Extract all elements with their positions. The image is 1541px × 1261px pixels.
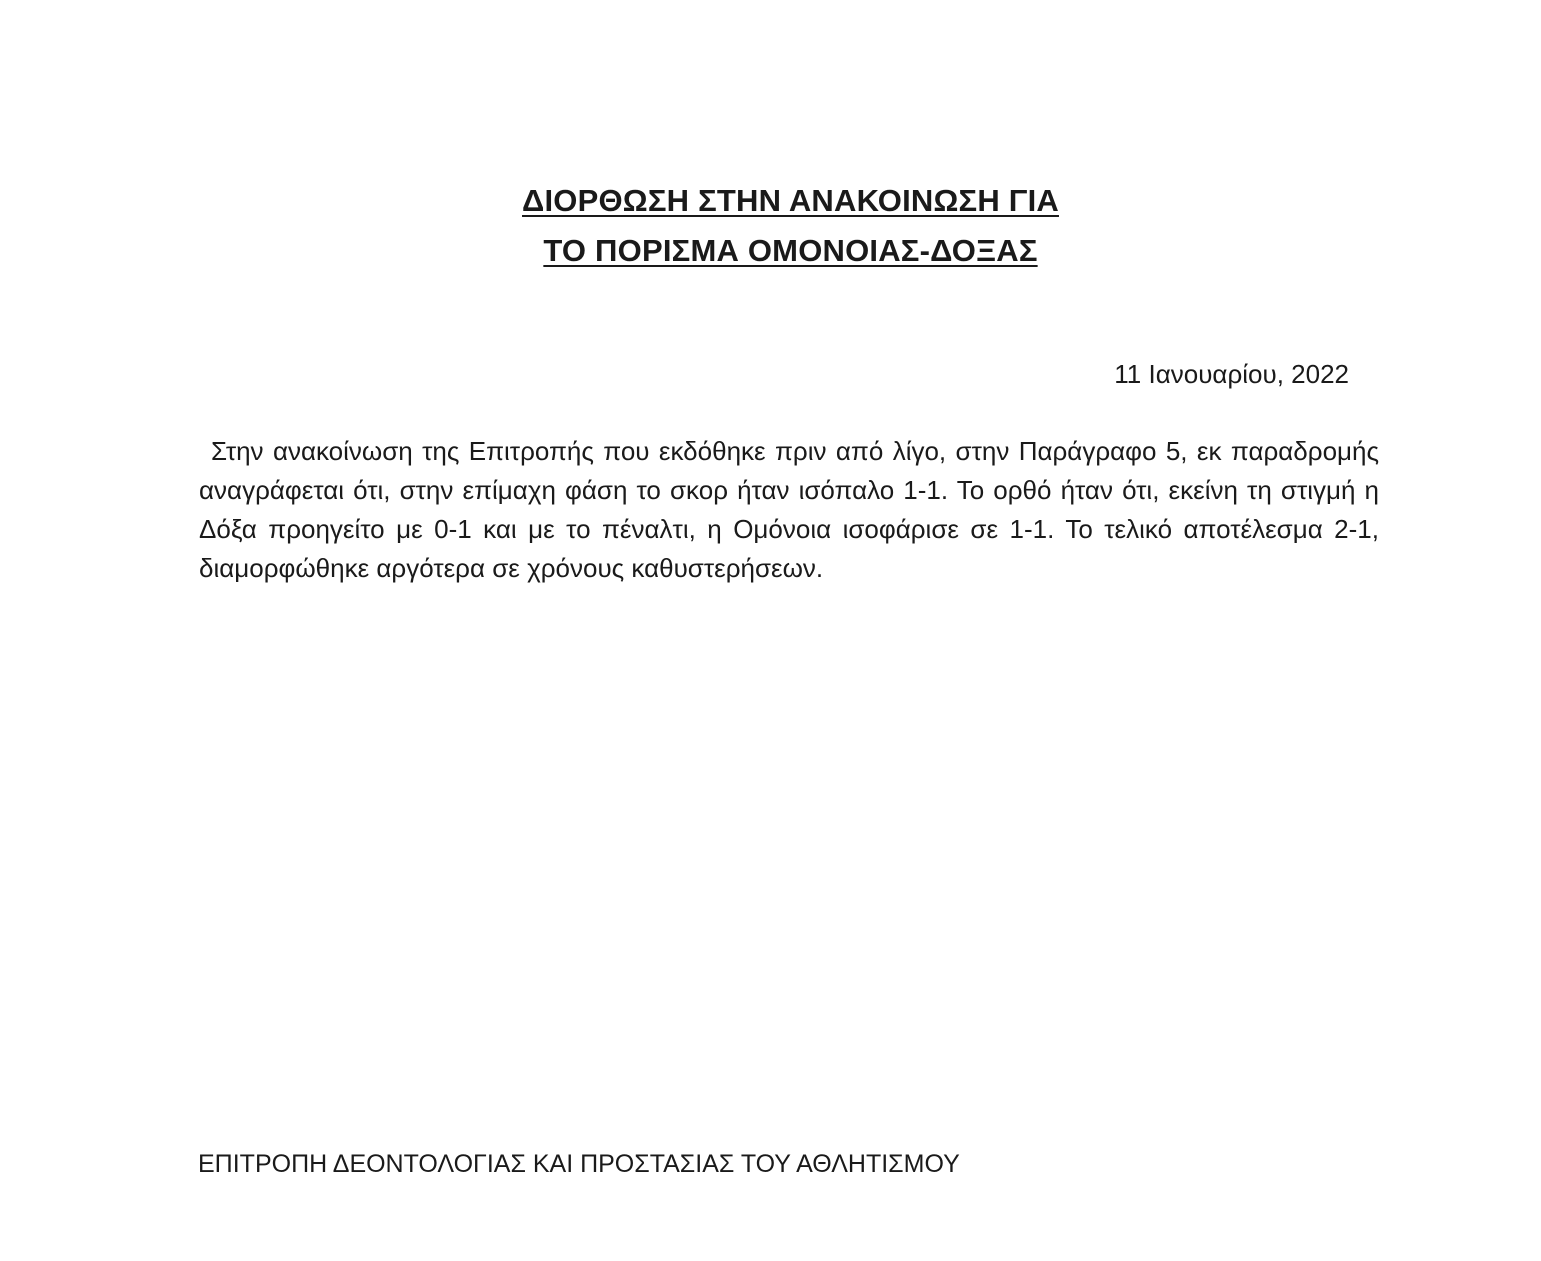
title-line-2: ΤΟ ΠΟΡΙΣΜΑ ΟΜΟΝΟΙΑΣ-ΔΟΞΑΣ xyxy=(543,233,1038,268)
document-title xyxy=(0,176,1541,276)
title-line-1: ΔΙΟΡΘΩΣΗ ΣΤΗΝ ΑΝΑΚΟΙΝΩΣΗ ΓΙΑ xyxy=(522,183,1059,218)
body-paragraph: Στην ανακοίνωση της Επιτροπής που εκδόθηκε πριν από λίγο, στην Παράγραφο 5, εκ παραδρομής αναγράφεται ότι, στην επίμαχη φάση το σκορ ήταν ισόπαλο 1-1. Το ορθό ήταν ότι, εκείνη τη στιγμή η Δόξα προηγείτο με 0-1 και με το πέναλτι, η Ομόνοια ισοφάρισε σε 1-1. Το τελικό αποτέλεσμα 2-1, διαμορφώθηκε αργότερα σε χρόνους καθυστερήσεων. xyxy=(199,436,1379,583)
signature: ΕΠΙΤΡΟΠΗ ΔΕΟΝΤΟΛΟΓΙΑΣ ΚΑΙ ΠΡΟΣΤΑΣΙΑΣ ΤΟΥ ΑΘΛΗΤΙΣΜΟΥ xyxy=(198,1150,960,1178)
document-date: 11 Ιανουαρίου, 2022 xyxy=(1114,359,1349,389)
